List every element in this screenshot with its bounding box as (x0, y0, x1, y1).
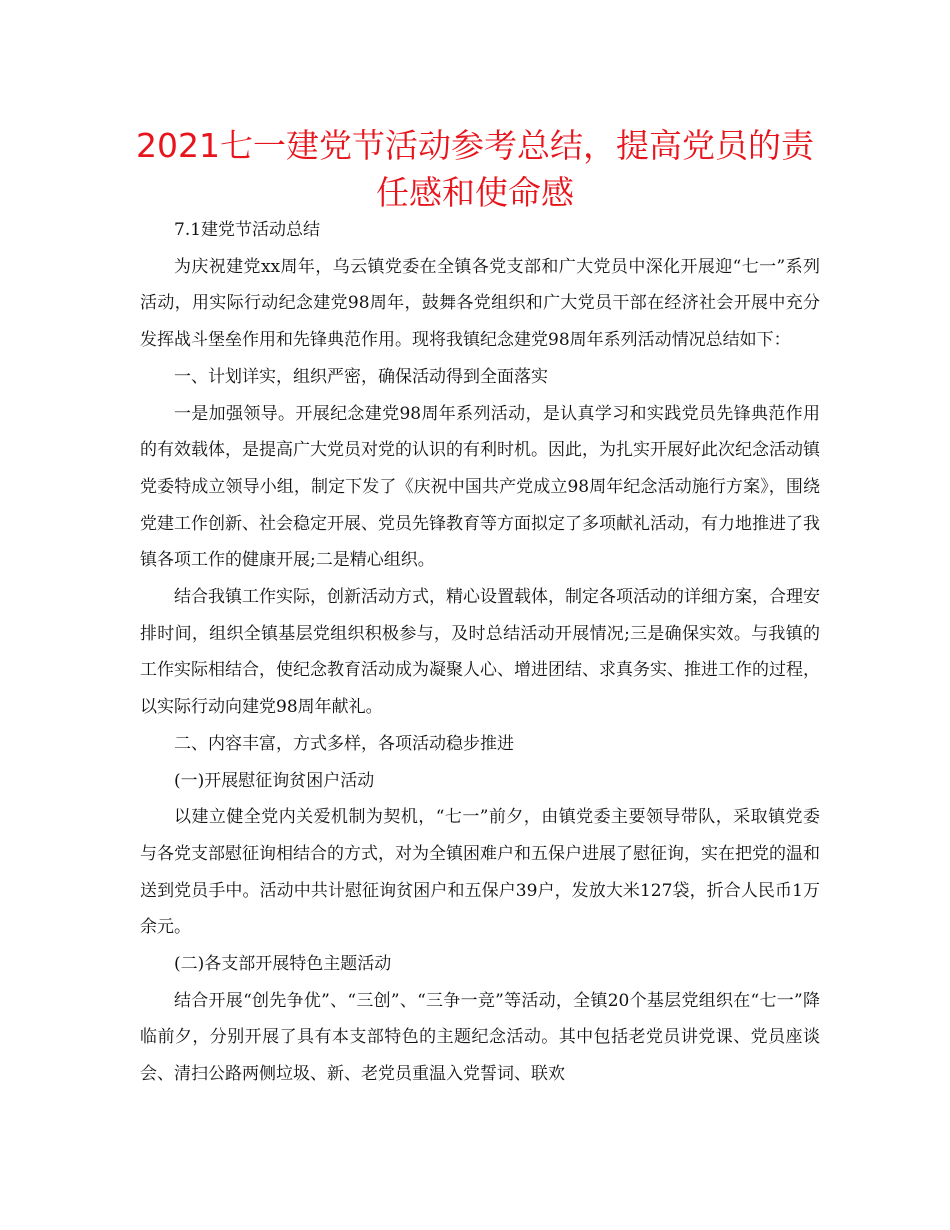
subsection-heading: (一)开展慰征询贫困户活动 (174, 770, 375, 791)
document-body (140, 212, 820, 1093)
section-heading: 一、计划详实，组织严密，确保活动得到全面落实 (174, 366, 548, 387)
body-paragraph: 结合开展“创先争优”、“三创”、“三争一竞”等活动，全镇20个基层党组织在“七一”降临前夕，分别开展了具有本支部特色的主题纪念活动。其中包括老党员讲党课、党员座谈会、清扫公路两侧垃圾、新、老党员重温入党誓词、联欢 (140, 990, 820, 1085)
body-paragraph: 以建立健全党内关爱机制为契机，“七一”前夕，由镇党委主要领导带队，采取镇党委与各党支部慰征询相结合的方式，对为全镇困难户和五保户进展了慰征询，实在把党的温和送到党员手中。活动中共计慰征询贫困户和五保户39户，发放大米127袋，折合人民币1万余元。 (140, 807, 820, 938)
subsection-heading: (二)各支部开展特色主题活动 (174, 954, 392, 975)
document-title: 2021七一建党节活动参考总结，提高党员的责任感和使命感 (136, 126, 814, 212)
body-paragraph: 结合我镇工作实际，创新活动方式，精心设置载体，制定各项活动的详细方案，合理安排时间，组织全镇基层党组织积极参与，及时总结活动开展情况;三是确保实效。与我镇的工作实际相结合，使纪念教育活动成为凝聚人心、增进团结、求真务实、推进工作的过程，以实际行动向建党98周年献礼。 (140, 587, 820, 718)
section-heading: 7.1建党节活动总结 (174, 220, 321, 240)
body-paragraph: 为庆祝建党xx周年，乌云镇党委在全镇各党支部和广大党员中深化开展迎“七一”系列活动，用实际行动纪念建党98周年，鼓舞各党组织和广大党员干部在经济社会开展中充分发挥战斗堡垒作用和先锋典范作用。现将我镇纪念建党98周年系列活动情况总结如下： (140, 256, 820, 351)
section-heading: 二、内容丰富，方式多样，各项活动稳步推进 (174, 733, 514, 754)
body-paragraph: 一是加强领导。开展纪念建党98周年系列活动，是认真学习和实践党员先锋典范作用的有效载体，是提高广大党员对党的认识的有利时机。因此，为扎实开展好此次纪念活动镇党委特成立领导小组，制定下发了《庆祝中国共产党成立98周年纪念活动施行方案》，围绕党建工作创新、社会稳定开展、党员先锋教育等方面拟定了多项献礼活动，有力地推进了我镇各项工作的健康开展;二是精心组织。 (140, 403, 820, 571)
